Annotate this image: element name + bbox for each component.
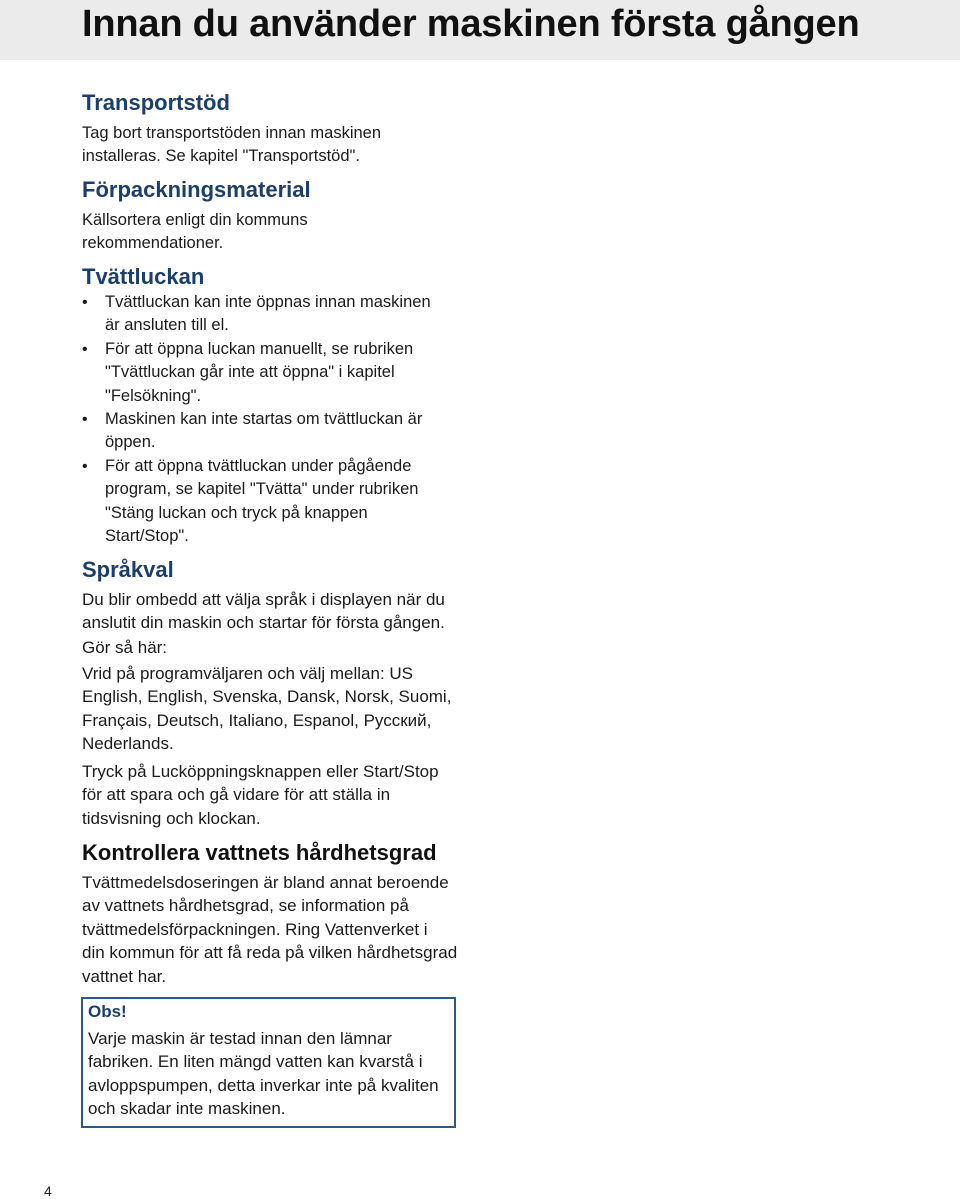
bullet-item [105,338,413,408]
forpackningsmaterial-text [82,209,308,256]
text-line: tidsvisning och klockan. [82,808,261,828]
bullet-item [105,455,418,549]
text-line: installeras. Se kapitel "Transportstöd". [82,147,360,166]
hardhetsgrad-text [82,871,457,988]
note-title: Obs! [88,1002,127,1021]
text-line: program, se kapitel "Tvätta" under rubriken [105,480,419,499]
text-line: "Tvättluckan går inte att öppna" i kapitel [105,363,395,382]
text-line: Start/Stop". [105,527,189,546]
bullet-item [105,408,422,455]
page-number: 4 [44,1183,52,1199]
bullet-icon: • [82,458,88,475]
text-line: Tvättluckan kan inte öppnas innan maskinen [105,293,431,311]
bullet-icon: • [82,411,88,428]
text-line: din kommun för att få reda på vilken hårdhetsgrad [82,943,458,963]
text-line: rekommendationer. [82,234,224,253]
text-line: Varje maskin är testad innan den lämnar [88,1029,392,1048]
text-line: "Felsökning". [105,386,202,405]
text-line: Tryck på Lucköppningsknappen eller Start/Stop [82,762,439,781]
transportstod-text [82,122,381,169]
text-line: "Stäng luckan och tryck på knappen [105,503,368,522]
text-line: anslutit din maskin och startar för första gången. [82,613,445,633]
heading-forpackningsmaterial: Förpackningsmaterial [82,177,311,202]
note-text [88,1027,439,1121]
text-line: För att öppna tvättluckan under pågående [105,457,412,475]
bullet-icon: • [82,294,88,311]
sprakval-intro [82,588,445,635]
bullet-item [105,291,431,338]
text-line: Nederlands. [82,734,174,754]
text-line: Du blir ombedd att välja språk i displayen när du [82,590,445,609]
text-line: och skadar inte maskinen. [88,1099,286,1119]
heading-tvattluckan: Tvättluckan [82,264,205,289]
text-line: vattnet har. [82,966,167,986]
text-line: avloppspumpen, detta inverkar inte på kvaliten [88,1075,439,1095]
title-band [0,0,960,60]
bullet-icon: • [82,341,88,358]
text-line: Maskinen kan inte startas om tvättluckan är [105,410,423,428]
text-line: English, English, Svenska, Dansk, Norsk, Suomi, [82,687,452,707]
text-line: tvättmedelsförpackningen. Ring Vattenverket i [82,919,428,939]
sprakval-howto: Gör så här: [82,638,168,657]
text-line: Tag bort transportstöden innan maskinen [82,124,382,142]
sprakval-confirm [82,760,439,830]
heading-sprakval: Språkval [82,557,174,582]
text-line: fabriken. En liten mängd vatten kan kvarstå i [88,1052,423,1072]
sprakval-choose [82,662,451,756]
heading-transportstod: Transportstöd [82,90,230,115]
text-line: för att spara och gå vidare för att ställa in [82,785,391,805]
text-line: Vrid på programväljaren och välj mellan: US [82,664,414,683]
text-line: För att öppna luckan manuellt, se rubriken [105,340,414,358]
heading-vattnets-hardhetsgrad: Kontrollera vattnets hårdhetsgrad [82,840,437,865]
text-line: Français, Deutsch, Italiano, Espanol, Русский, [82,710,432,730]
text-line: Källsortera enligt din kommuns [82,211,308,229]
text-line: av vattnets hårdhetsgrad, se information på [82,896,409,916]
text-line: öppen. [105,433,156,452]
text-line: är ansluten till el. [105,316,229,335]
page-title: Innan du använder maskinen första gången [82,3,860,45]
text-line: Tvättmedelsdoseringen är bland annat beroende [82,873,449,892]
